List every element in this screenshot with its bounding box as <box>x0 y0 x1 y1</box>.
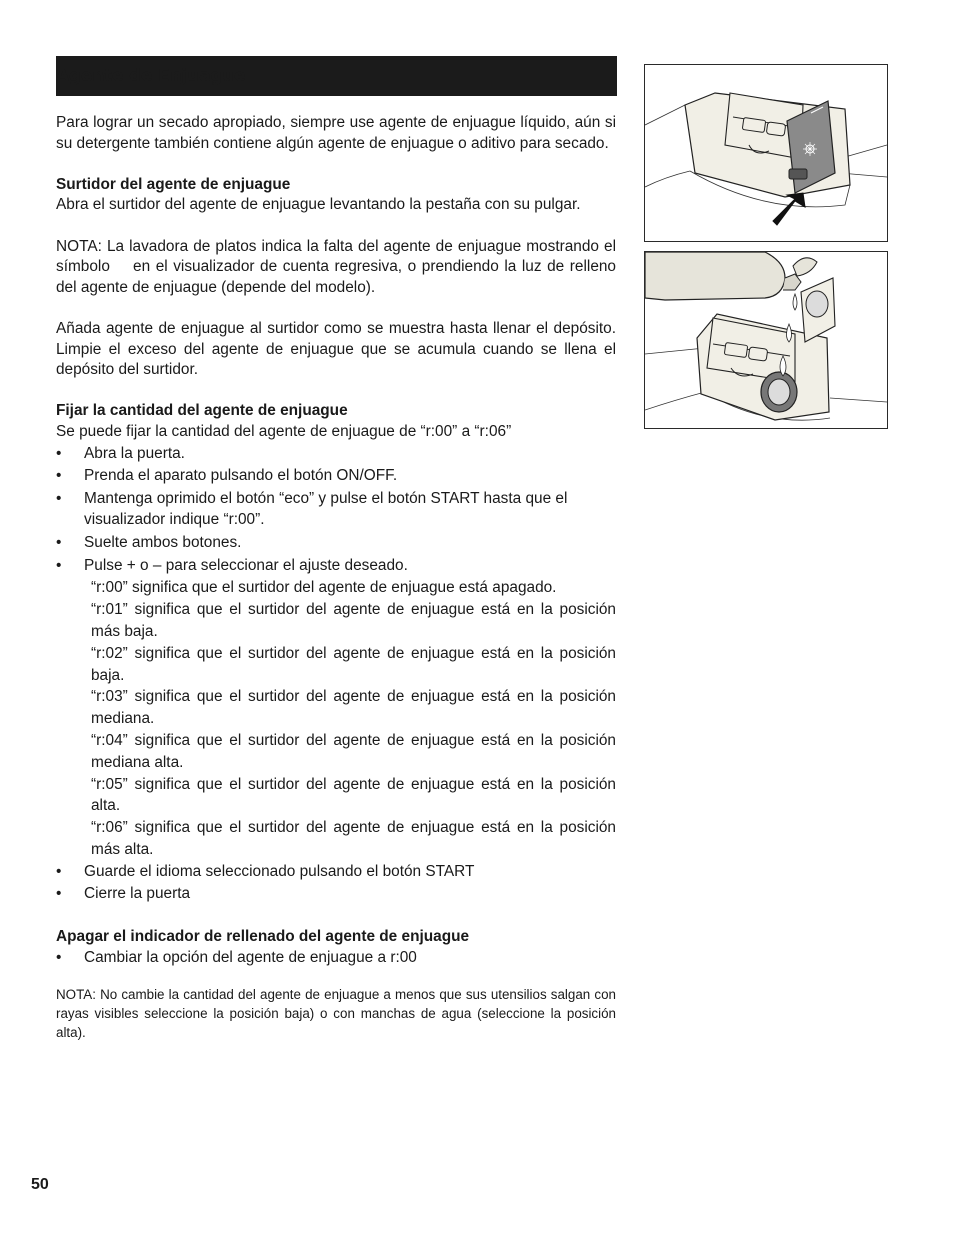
fill-dispenser-drawing <box>645 252 887 428</box>
bullet-mark: • <box>56 556 62 574</box>
bullet-mark: • <box>56 885 62 903</box>
setting-item: “r:06” significa que el surtidor del agente de enjuague está en la posición más alta. <box>91 819 616 858</box>
add-rinse-paragraph: Añada agente de enjuague al surtidor como se muestra hasta llenar el depósito. Limpie el exceso del agente de enjuague que se acumula cuando se llena el depósito del surtidor. <box>56 319 616 379</box>
list-item <box>56 532 616 554</box>
note-text-after: en el visualizador de cuenta regresiva, o prendiendo la luz de relleno del agente de enjuague (depende del modelo). <box>56 258 616 296</box>
dispenser-paragraph: Abra el surtidor del agente de enjuague levantando la pestaña con su pulgar. <box>56 196 581 214</box>
turn-off-steps <box>56 947 616 969</box>
set-amount-intro: Se puede fijar la cantidad del agente de enjuague de “r:00” a “r:06” <box>56 422 512 440</box>
setting-descriptions <box>56 577 616 860</box>
turn-off-heading: Apagar el indicador de rellenado del agente de enjuague <box>56 927 470 945</box>
step-text: Abra la puerta. <box>84 444 185 462</box>
open-rinse-dispenser-illustration <box>644 64 888 242</box>
dispenser-heading: Surtidor del agente de enjuague <box>56 175 291 193</box>
bullet-mark: • <box>56 534 62 552</box>
list-item <box>56 947 616 969</box>
note-text-before: NOTA: La lavadora de platos indica la falta del agente de enjuague mostrando el símbolo <box>56 237 616 276</box>
step-text: Pulse + o – para seleccionar el ajuste deseado. <box>84 556 408 574</box>
setting-item: “r:04” significa que el surtidor del agente de enjuague está en la posición mediana alta. <box>91 732 616 771</box>
set-amount-heading: Fijar la cantidad del agente de enjuague <box>56 402 348 420</box>
setting-item: “r:00” significa que el surtidor del agente de enjuague está apagado. <box>91 579 557 597</box>
setting-item: “r:05” significa que el surtidor del agente de enjuague está en la posición alta. <box>91 775 616 815</box>
setting-item: “r:02” significa que el surtidor del agente de enjuague está en la posición baja. <box>91 644 616 684</box>
list-item <box>56 443 616 465</box>
open-dispenser-drawing <box>645 65 887 241</box>
bullet-mark: • <box>56 862 62 880</box>
step-text: Mantenga oprimido el botón “eco” y pulse el botón START hasta que el visualizador indique “r:00”. <box>84 489 568 529</box>
list-item <box>56 883 616 905</box>
note-small-paragraph: NOTA: No cambie la cantidad del agente de enjuague a menos que sus utensilios salgan con rayas visibles seleccione la posición baja) o con manchas de agua (seleccione la posición alta). <box>56 987 616 1041</box>
setting-item: “r:03” significa que el surtidor del agente de enjuague está en la posición mediana. <box>91 688 616 728</box>
intro-paragraph: Para lograr un secado apropiado, siempre use agente de enjuague líquido, aún si su detergente también contiene algún agente de enjuague o aditivo para secado. <box>56 114 616 152</box>
bullet-mark: • <box>56 489 62 507</box>
step-text: Guarde el idioma seleccionado pulsando el botón START <box>84 862 475 880</box>
list-item <box>56 555 616 577</box>
set-amount-steps <box>56 443 616 577</box>
note-paragraph <box>56 237 616 299</box>
page-number: 50 <box>31 1176 49 1193</box>
list-item <box>56 861 616 883</box>
setting-item: “r:01” significa que el surtidor del agente de enjuague está en la posición más baja. <box>91 601 616 641</box>
step-text: Cierre la puerta <box>84 885 191 903</box>
step-text: Cambiar la opción del agente de enjuague a r:00 <box>84 949 417 967</box>
bullet-mark: • <box>56 444 62 462</box>
bullet-mark: • <box>56 467 62 485</box>
list-item <box>56 465 616 487</box>
step-text: Suelte ambos botones. <box>84 534 242 552</box>
bullet-mark: • <box>56 949 62 967</box>
fill-rinse-dispenser-illustration <box>644 251 888 429</box>
section-title: Agente de Enjuague <box>56 66 246 86</box>
set-amount-final-steps <box>56 861 616 905</box>
step-text: Prenda el aparato pulsando el botón ON/OFF. <box>84 467 398 485</box>
list-item <box>56 488 616 531</box>
main-text-column <box>56 113 616 1042</box>
